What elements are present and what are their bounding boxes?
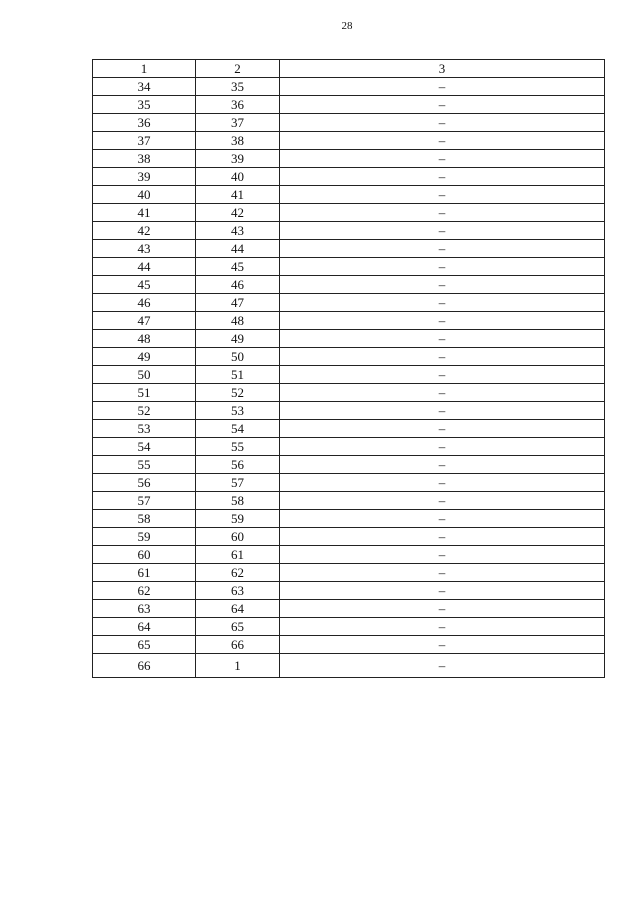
table-cell-col-1: 44 [93, 258, 196, 276]
table-cell-col-2: 64 [196, 600, 280, 618]
table-cell-col-3: – [280, 384, 605, 402]
table-row [93, 312, 605, 330]
table-cell-col-3: – [280, 528, 605, 546]
table-cell-col-2: 53 [196, 402, 280, 420]
table-cell-col-2: 58 [196, 492, 280, 510]
table-cell-col-2: 43 [196, 222, 280, 240]
table-row [93, 474, 605, 492]
table-cell-col-1: 48 [93, 330, 196, 348]
table-cell-col-1: 54 [93, 438, 196, 456]
table-cell-col-3: – [280, 294, 605, 312]
table-row [93, 384, 605, 402]
table-cell-col-3: – [280, 366, 605, 384]
table-row [93, 366, 605, 384]
data-table [92, 59, 605, 678]
table-cell-col-1: 47 [93, 312, 196, 330]
table-row [93, 294, 605, 312]
table-cell-col-2: 37 [196, 114, 280, 132]
table-cell-col-1: 41 [93, 204, 196, 222]
table-cell-col-3: – [280, 510, 605, 528]
table-row [93, 492, 605, 510]
table-cell-col-3: – [280, 438, 605, 456]
column-header-1: 1 [93, 60, 196, 78]
table-cell-col-2: 40 [196, 168, 280, 186]
table-cell-col-1: 58 [93, 510, 196, 528]
table-row [93, 348, 605, 366]
table-cell-col-2: 39 [196, 150, 280, 168]
table-cell-col-3: – [280, 618, 605, 636]
table-cell-col-2: 59 [196, 510, 280, 528]
table-cell-col-2: 46 [196, 276, 280, 294]
table-cell-col-1: 45 [93, 276, 196, 294]
table-cell-col-3: – [280, 132, 605, 150]
table-cell-col-3: – [280, 168, 605, 186]
table-row [93, 114, 605, 132]
table-cell-col-1: 51 [93, 384, 196, 402]
table-cell-col-1: 65 [93, 636, 196, 654]
table-cell-col-2: 51 [196, 366, 280, 384]
table-row [93, 96, 605, 114]
table-cell-col-2: 60 [196, 528, 280, 546]
table-row [93, 186, 605, 204]
table-cell-col-2: 66 [196, 636, 280, 654]
table-cell-col-1: 52 [93, 402, 196, 420]
table-cell-col-1: 59 [93, 528, 196, 546]
table-cell-col-1: 50 [93, 366, 196, 384]
column-header-3: 3 [280, 60, 605, 78]
table-row [93, 402, 605, 420]
table-row [93, 510, 605, 528]
table-cell-col-3: – [280, 330, 605, 348]
table-cell-col-1: 63 [93, 600, 196, 618]
table-cell-col-1: 61 [93, 564, 196, 582]
table-row [93, 276, 605, 294]
table-cell-col-1: 66 [93, 654, 196, 678]
table-cell-col-2: 52 [196, 384, 280, 402]
table-cell-col-3: – [280, 546, 605, 564]
table-cell-col-2: 56 [196, 456, 280, 474]
table-cell-col-1: 49 [93, 348, 196, 366]
table-cell-col-3: – [280, 456, 605, 474]
table-cell-col-3: – [280, 240, 605, 258]
table-row [93, 78, 605, 96]
table-cell-col-2: 42 [196, 204, 280, 222]
table-row [93, 564, 605, 582]
table-cell-col-1: 36 [93, 114, 196, 132]
table-cell-col-3: – [280, 276, 605, 294]
table-cell-col-3: – [280, 600, 605, 618]
table-row [93, 420, 605, 438]
table-cell-col-1: 46 [93, 294, 196, 312]
table-cell-col-1: 62 [93, 582, 196, 600]
table-cell-col-2: 1 [196, 654, 280, 678]
table-cell-col-2: 47 [196, 294, 280, 312]
table-cell-col-3: – [280, 114, 605, 132]
table-cell-col-2: 38 [196, 132, 280, 150]
table-row [93, 618, 605, 636]
table-body [93, 60, 605, 678]
table-header-row [93, 60, 605, 78]
table-cell-col-2: 54 [196, 420, 280, 438]
table-row [93, 600, 605, 618]
table-row [93, 582, 605, 600]
table-cell-col-1: 43 [93, 240, 196, 258]
table-row [93, 528, 605, 546]
table-cell-col-1: 56 [93, 474, 196, 492]
table-cell-col-3: – [280, 402, 605, 420]
table-cell-col-1: 37 [93, 132, 196, 150]
table-cell-col-3: – [280, 348, 605, 366]
table-cell-col-3: – [280, 474, 605, 492]
table-cell-col-1: 64 [93, 618, 196, 636]
table-cell-col-1: 53 [93, 420, 196, 438]
table-cell-col-1: 34 [93, 78, 196, 96]
table-row [93, 240, 605, 258]
table-cell-col-3: – [280, 96, 605, 114]
table-cell-col-3: – [280, 492, 605, 510]
table-row [93, 636, 605, 654]
table-cell-col-1: 57 [93, 492, 196, 510]
table-cell-col-1: 39 [93, 168, 196, 186]
table-cell-col-2: 57 [196, 474, 280, 492]
table-cell-col-1: 38 [93, 150, 196, 168]
table-row [93, 438, 605, 456]
table-cell-col-3: – [280, 312, 605, 330]
table-cell-col-1: 40 [93, 186, 196, 204]
table-cell-col-2: 61 [196, 546, 280, 564]
table-cell-col-2: 44 [196, 240, 280, 258]
table-cell-col-3: – [280, 204, 605, 222]
table-cell-col-2: 49 [196, 330, 280, 348]
table-cell-col-2: 48 [196, 312, 280, 330]
table-cell-col-1: 55 [93, 456, 196, 474]
table-cell-col-3: – [280, 636, 605, 654]
table-cell-col-2: 55 [196, 438, 280, 456]
table-cell-col-1: 42 [93, 222, 196, 240]
table-row [93, 330, 605, 348]
table-cell-col-3: – [280, 258, 605, 276]
table-cell-col-3: – [280, 186, 605, 204]
table-cell-col-1: 60 [93, 546, 196, 564]
table-cell-col-3: – [280, 582, 605, 600]
table-row [93, 456, 605, 474]
table-row [93, 132, 605, 150]
table-cell-col-3: – [280, 420, 605, 438]
table-cell-col-2: 41 [196, 186, 280, 204]
table-cell-col-2: 50 [196, 348, 280, 366]
table-row [93, 204, 605, 222]
table-row [93, 258, 605, 276]
table-cell-col-2: 36 [196, 96, 280, 114]
table-row [93, 168, 605, 186]
table-cell-col-3: – [280, 222, 605, 240]
page-number: 28 [341, 20, 353, 32]
table-cell-col-2: 65 [196, 618, 280, 636]
table-cell-col-2: 62 [196, 564, 280, 582]
table-row [93, 546, 605, 564]
table-row [93, 654, 605, 678]
table-cell-col-1: 35 [93, 96, 196, 114]
table-row [93, 222, 605, 240]
table-cell-col-3: – [280, 78, 605, 96]
table-cell-col-3: – [280, 654, 605, 678]
table-cell-col-2: 35 [196, 78, 280, 96]
table-cell-col-2: 63 [196, 582, 280, 600]
table-cell-col-3: – [280, 150, 605, 168]
table-cell-col-2: 45 [196, 258, 280, 276]
column-header-2: 2 [196, 60, 280, 78]
table-cell-col-3: – [280, 564, 605, 582]
table-row [93, 150, 605, 168]
